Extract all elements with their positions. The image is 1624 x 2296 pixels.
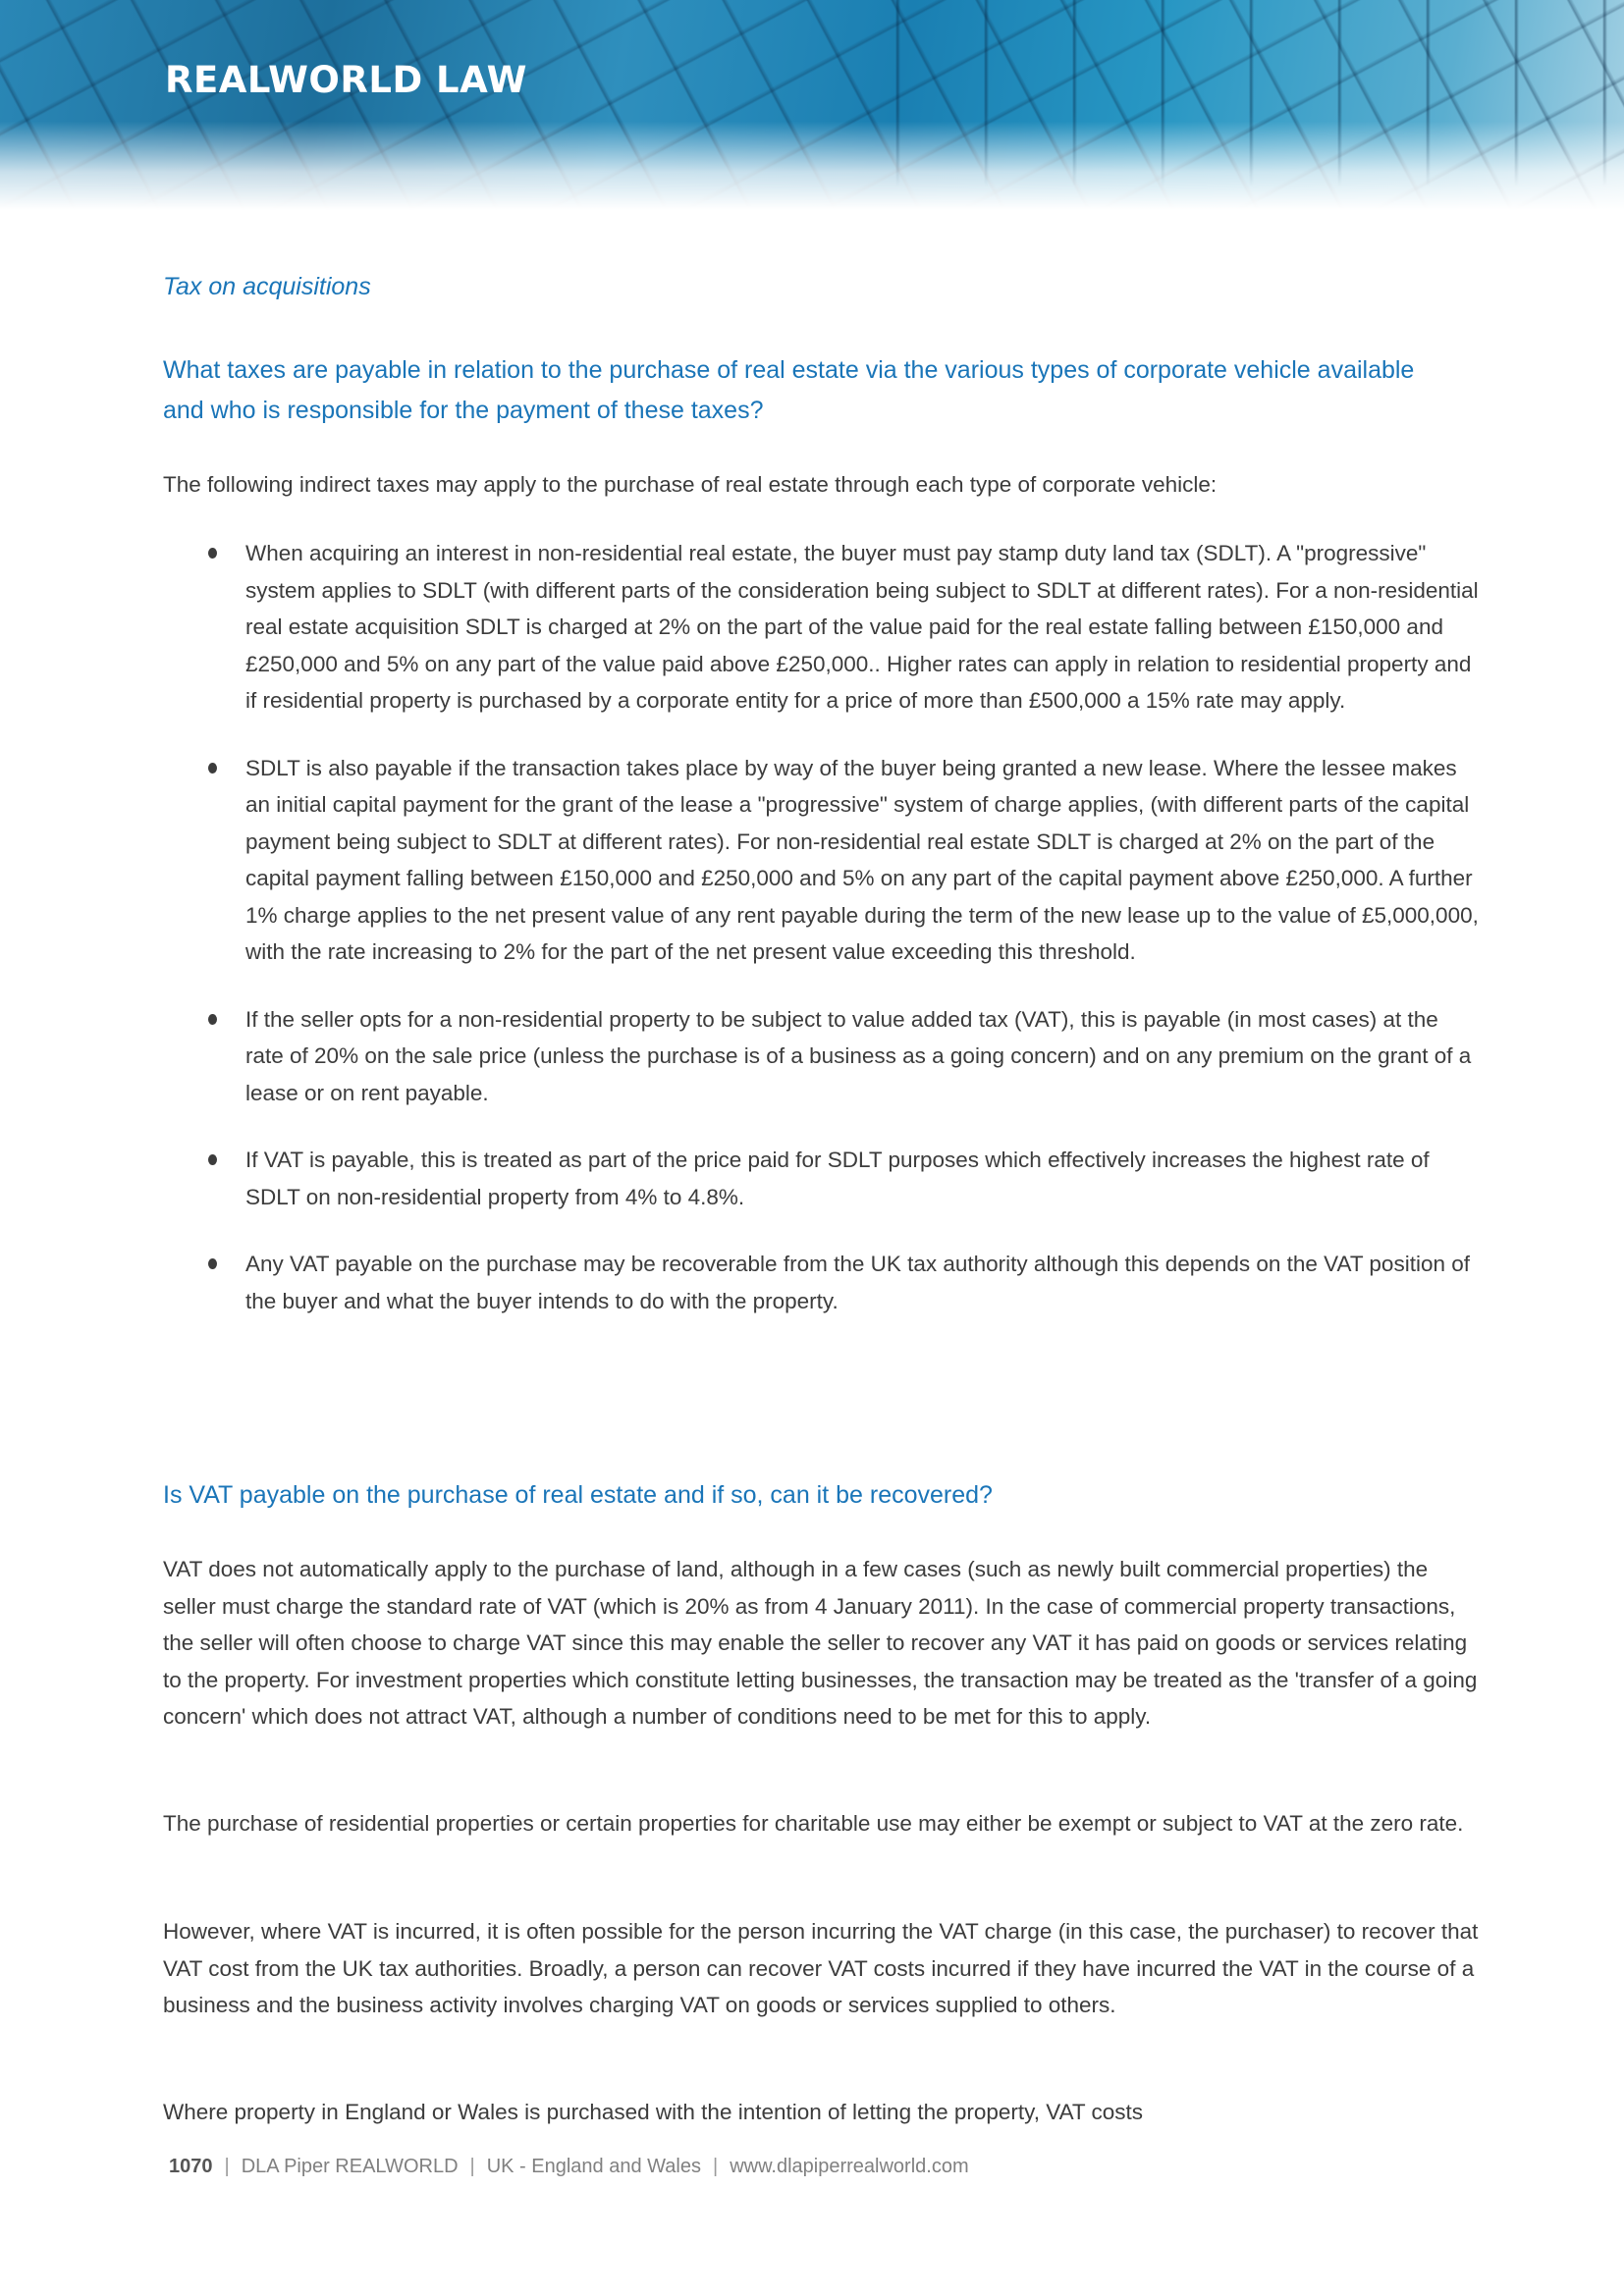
paragraph-vat-recovery: However, where VAT is incurred, it is often possible for the person incurring the VAT charge (in this case, the purchaser) to recover that VAT cost from the UK tax authorities. Broadly, a person can recover VAT costs incurred if they have incurred the VAT in the course of a business and the business activity involves charging VAT on goods or services supplied to others.	[163, 1919, 1479, 2017]
paragraph-residential: The purchase of residential properties or certain properties for charitable use may either be exempt or subject to VAT at the zero rate.	[163, 1811, 1464, 1836]
list-item	[163, 535, 1479, 720]
bullet-icon	[208, 1154, 217, 1165]
banner-title: REALWORLD LAW	[165, 59, 527, 101]
banner-glass-building-image	[812, 0, 1624, 187]
header-banner	[0, 0, 1624, 221]
page-footer	[169, 2156, 969, 2178]
intro-paragraph: The following indirect taxes may apply to the purchase of real estate through each type of corporate vehicle:	[163, 472, 1218, 497]
footer-separator: |	[712, 2156, 719, 2177]
page-number: 1070	[169, 2156, 213, 2177]
list-item-text: If VAT is payable, this is treated as part of the price paid for SDLT purposes which effectively increases the highest rate of SDLT on non-residential property from 4% to 4.8%.	[245, 1148, 1430, 1209]
list-item	[163, 750, 1479, 971]
list-item-text: SDLT is also payable if the transaction takes place by way of the buyer being granted a new lease. Where the lessee makes an initial capital payment for the grant of the lease a "progressive" system of charge applies, (with different parts of the capital payment being subject to SDLT at different rates). For non-residential real estate SDLT is charged at 2% on the part of the capital payment falling between £150,000 and £250,000 and 5% on any part of the capital payment above £250,000. A further 1% charge applies to the net present value of any rent payable during the term of the new lease up to the value of £5,000,000, with the rate increasing to 2% for the part of the net present value exceeding this threshold.	[245, 755, 1479, 964]
footer-jurisdiction: UK - England and Wales	[486, 2156, 701, 2177]
list-item	[163, 1246, 1479, 1319]
section-title: Tax on acquisitions	[163, 273, 371, 300]
bullet-icon	[208, 548, 217, 559]
question-heading-vat: Is VAT payable on the purchase of real estate and if so, can it be recovered?	[163, 1481, 993, 1509]
bullet-icon	[208, 1258, 217, 1269]
footer-website-link[interactable]: www.dlapiperrealworld.com	[730, 2156, 969, 2177]
bullet-icon	[208, 763, 217, 774]
paragraph-vat-land: VAT does not automatically apply to the purchase of land, although in a few cases (such as newly built commercial properties) the seller must charge the standard rate of VAT (which is 20% as from 4 January 2011). In the case of commercial property transactions, the seller will often choose to charge VAT since this may enable the seller to recover any VAT it has paid on goods or services relating to the property. For investment properties which constitute letting businesses, the transaction may be treated as the 'transfer of a going concern' which does not attract VAT, although a number of conditions need to be met for this to apply.	[163, 1557, 1478, 1729]
paragraph-letting: Where property in England or Wales is purchased with the intention of letting the property, VAT costs	[163, 2100, 1144, 2124]
bullet-icon	[208, 1014, 217, 1025]
list-item-text: When acquiring an interest in non-residential real estate, the buyer must pay stamp duty land tax (SDLT). A "progressive" system applies to SDLT (with different parts of the consideration being subject to SDLT at different rates). For a non-residential real estate acquisition SDLT is charged at 2% on the part of the value paid for the real estate falling between £150,000 and £250,000 and 5% on any part of the value paid above £250,000.. Higher rates can apply in relation to residential property and if residential property is purchased by a corporate entity for a price of more than £500,000 a 15% rate may apply.	[245, 541, 1479, 713]
list-item	[163, 1142, 1479, 1215]
indirect-taxes-list	[163, 535, 1479, 1319]
list-item	[163, 1001, 1479, 1112]
footer-separator: |	[469, 2156, 475, 2177]
question-heading-taxes: What taxes are payable in relation to the purchase of real estate via the various types of corporate vehicle available and who is responsible for the payment of these taxes?	[163, 356, 1415, 424]
list-item-text: If the seller opts for a non-residential property to be subject to value added tax (VAT), this is payable (in most cases) at the rate of 20% on the sale price (unless the purchase is of a business as a going concern) and on any premium on the grant of a lease or on rent payable.	[245, 1006, 1472, 1105]
footer-publication: DLA Piper REALWORLD	[241, 2156, 459, 2177]
footer-separator: |	[224, 2156, 230, 2177]
list-item-text: Any VAT payable on the purchase may be recoverable from the UK tax authority although this depends on the VAT position of the buyer and what the buyer intends to do with the property.	[245, 1252, 1470, 1313]
